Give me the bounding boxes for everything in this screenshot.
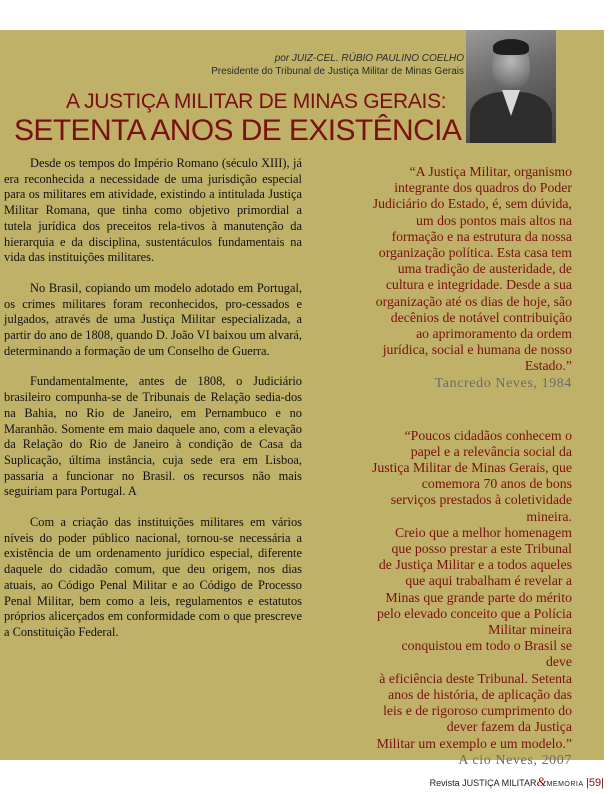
body-paragraph-2: No Brasil, copiando um modelo adotado em Portugal, os crimes militares foram reconhecidos, pro-cessados e julgados, através de uma Justiça Militar especializada, a partir do ano de 1808, quando D. João VI baixou um alvará, determinando a formação de um Conselho de Guerra. bbox=[4, 280, 302, 358]
quote-line: papel e a relevância social da bbox=[410, 443, 572, 459]
quote-line: formação e na estrutura da nossa bbox=[391, 228, 572, 244]
pull-quotes bbox=[312, 164, 572, 769]
magazine-ampersand: & bbox=[536, 774, 547, 789]
quote-line: pelo elevado conceito que a Polícia bbox=[377, 605, 572, 621]
quote-credit: Tancredo Neves, 1984 bbox=[434, 375, 572, 391]
quote-line: organização política. Esta casa tem bbox=[378, 245, 572, 261]
quote-line: jurídica, social e humana de nosso bbox=[382, 342, 572, 358]
quote-line: mineira. bbox=[526, 508, 572, 524]
quote-line: Minas que grande parte do mérito bbox=[385, 589, 572, 605]
body-paragraph-3: Fundamentalmente, antes de 1808, o Judiciário brasileiro compunha-se de Tribunais de Relação sedia-dos na Bahia, no Rio de Janeiro, em Pernambuco e no Maranhão. Somente em maio daquele ano, com a elevação da Relação do Rio de Janeiro à condição de Casa da Suplicação, última instância, cuja sede era em Lisboa, passaria a funcionar no Brasil. os recursos não mais seguiriam para Portugal. A bbox=[4, 374, 302, 499]
quote-line: Justiça Militar de Minas Gerais, que bbox=[371, 460, 572, 476]
quote-aecio bbox=[312, 428, 572, 769]
body-paragraph-1: Desde os tempos do Império Romano (século XIII), já era reconhecida a necessidade de uma jurisdição especial para os militares em atividade, existindo a intitulada Justiça Militar Romana, que tinha como objetivo primordial a tutela jurídica dos preceitos rela-tivos à manutenção da hierarquia e da disciplina, sustentáculos fundamentais na vida das instituições militares. bbox=[4, 156, 302, 265]
quote-line: uma tradição de austeridade, de bbox=[397, 261, 572, 277]
quote-line: decênios de notável contribuição bbox=[390, 309, 572, 325]
quote-line: que posso prestar a este Tribunal bbox=[391, 541, 572, 557]
quote-line: à eficiência deste Tribunal. Setenta bbox=[379, 670, 572, 686]
quote-line: “A Justiça Militar, organismo bbox=[409, 164, 572, 179]
article-body bbox=[4, 156, 302, 656]
quote-line: anos de história, de aplicação das bbox=[388, 686, 572, 702]
quote-line: Estado.” bbox=[524, 358, 572, 374]
portrait-hair bbox=[493, 39, 529, 55]
quote-line: Militar mineira bbox=[488, 622, 572, 638]
quote-line: deve bbox=[545, 654, 572, 670]
quote-line: cultura e integridade. Desde a sua bbox=[385, 277, 572, 293]
quote-line: Judiciário do Estado, é, sem dúvida, bbox=[372, 196, 572, 212]
page-footer bbox=[430, 774, 604, 790]
quote-line: Militar um exemplo e um modelo.” bbox=[376, 735, 572, 751]
quote-line: dever fazem da Justiça bbox=[446, 719, 572, 735]
quote-line: um dos pontos mais altos na bbox=[416, 212, 572, 228]
author-portrait bbox=[466, 30, 556, 143]
article-title-line1: A JUSTIÇA MILITAR DE MINAS GERAIS: bbox=[66, 90, 447, 113]
quote-line: serviços prestados à coletividade bbox=[390, 492, 572, 508]
magazine-memoria: MEMÓRIA bbox=[546, 781, 584, 788]
byline bbox=[211, 52, 464, 78]
quote-line: Creio que a melhor homenagem bbox=[394, 524, 572, 540]
quote-line: organização até os dias de hoje, são bbox=[375, 293, 572, 309]
body-paragraph-4: Com a criação das instituições militares em vários níveis do poder público nacional, tornou-se necessária a existência de um ordenamento jurídico especial, diferente daquele do cidadão comum, que deu origem, nos dias atuais, ao Código Penal Militar e ao Código de Processo Penal Militar, bem como a leis, regulamentos e estatutos próprios alicerçados em conformidade com o que prescreve a Constituição Federal. bbox=[4, 515, 302, 639]
quote-tancredo bbox=[312, 164, 572, 392]
quote-line: ao aprimoramento da ordem bbox=[416, 326, 572, 342]
quote-line: integrante dos quadros do Poder bbox=[394, 180, 572, 196]
article-title-line2: SETENTA ANOS DE EXISTÊNCIA bbox=[14, 114, 462, 147]
quote-line: “Poucos cidadãos conhecem o bbox=[404, 427, 572, 443]
byline-author: por JUIZ-CEL. RÚBIO PAULINO COELHO bbox=[274, 53, 464, 64]
quote-line: leis e de rigoroso cumprimento do bbox=[383, 703, 572, 719]
byline-role: Presidente do Tribunal de Justiça Militar de Minas Gerais bbox=[211, 66, 464, 77]
quote-line: de Justiça Militar e a todos aqueles bbox=[378, 557, 572, 573]
magazine-name: Revista JUSTIÇA MILITAR bbox=[429, 778, 537, 788]
page-number: |59| bbox=[586, 777, 604, 789]
quote-line: conquistou em todo o Brasil se bbox=[401, 638, 572, 654]
quote-credit: A cio Neves, 2007 bbox=[458, 752, 572, 768]
quote-line: comemora 70 anos de bons bbox=[421, 476, 572, 492]
quote-line: que aqui trabalham é revelar a bbox=[405, 573, 572, 589]
